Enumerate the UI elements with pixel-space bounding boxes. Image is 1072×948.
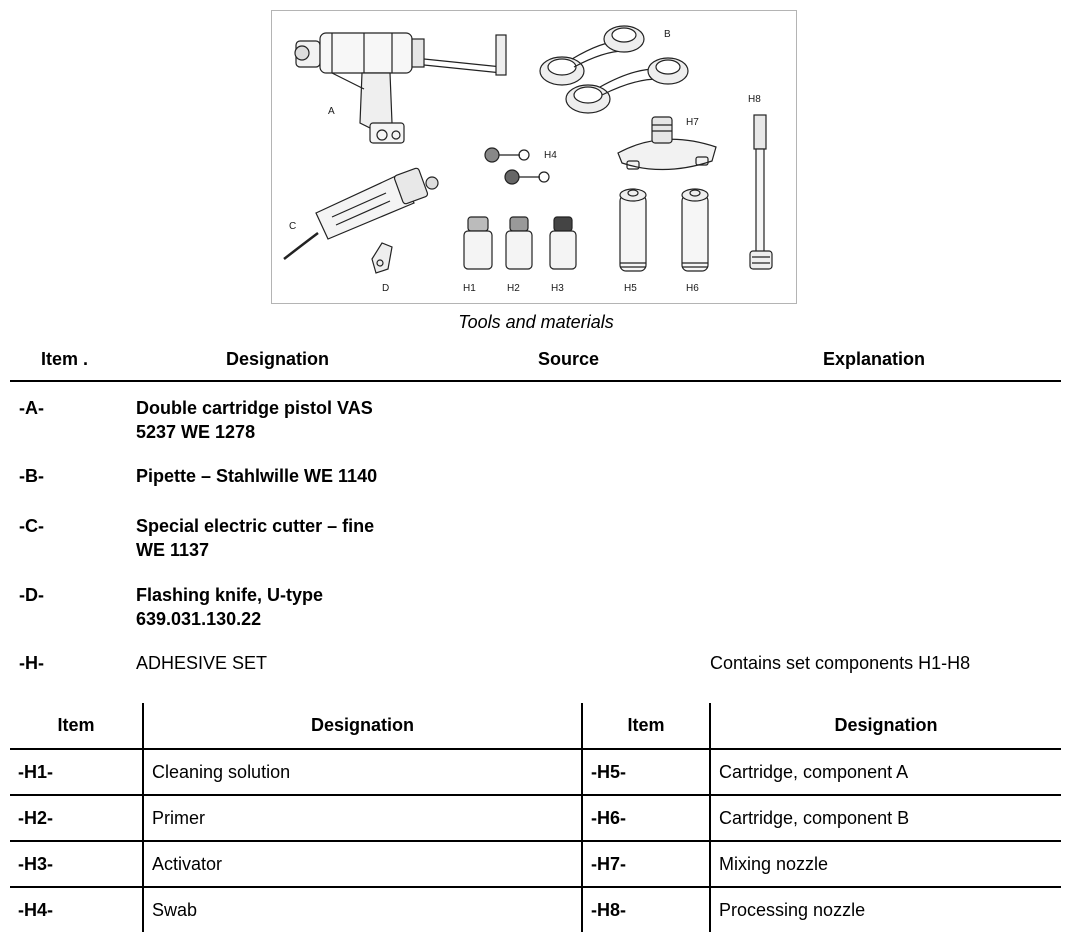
header-designation: Designation [226, 349, 330, 369]
set-desc-right: Cartridge, component A [710, 749, 1061, 795]
cartridge-h5-drawing [620, 189, 646, 271]
tools-drawing [272, 11, 798, 305]
flashing-knife-drawing [372, 243, 392, 273]
figure-label-h3: H3 [551, 283, 564, 294]
set-desc-left: Cleaning solution [143, 749, 582, 795]
set-item-right: -H7- [582, 841, 710, 887]
figure-caption: Tools and materials [458, 312, 614, 332]
figure-label-h7: H7 [686, 117, 699, 128]
set-header-designation-right: Designation [710, 703, 1061, 749]
mixing-nozzle-drawing [618, 117, 716, 170]
figure-label-h2: H2 [507, 283, 520, 294]
main-row-designation-line2: 639.031.130.22 [136, 609, 262, 629]
header-item: Item . [41, 349, 89, 369]
set-item-right: -H8- [582, 887, 710, 932]
figure-label-c: C [289, 221, 297, 232]
main-row-designation-line1: Double cartridge pistol VAS [136, 398, 373, 418]
figure-label-d: D [382, 283, 390, 294]
figure-label-h5: H5 [624, 283, 637, 294]
figure-label-h1: H1 [463, 283, 476, 294]
set-desc-right: Cartridge, component B [710, 795, 1061, 841]
main-row-item: -A- [19, 398, 44, 418]
set-desc-right: Mixing nozzle [710, 841, 1061, 887]
main-row-item: -D- [19, 585, 44, 605]
bottle-h3-drawing [550, 217, 576, 269]
table-row [10, 795, 1061, 841]
header-rule [10, 380, 1061, 382]
figure-label-h4: H4 [544, 150, 557, 161]
table-row [10, 887, 1061, 932]
set-table-header-row [10, 703, 1061, 749]
figure-label-h6: H6 [686, 283, 699, 294]
main-row-designation-line1: Pipette – Stahlwille WE 1140 [136, 466, 378, 486]
swab-drawing [485, 148, 549, 184]
set-header-designation-left: Designation [143, 703, 582, 749]
cartridge-pistol-drawing [295, 33, 506, 143]
set-header-item-left: Item [10, 703, 143, 749]
main-row-item: -H- [19, 653, 44, 673]
processing-nozzle-drawing [750, 115, 772, 269]
main-row-item: -B- [19, 466, 44, 486]
set-desc-left: Swab [143, 887, 582, 932]
main-row-item: -C- [19, 516, 44, 536]
main-row-designation-line1: ADHESIVE SET [136, 653, 268, 673]
set-item-left: -H3- [10, 841, 143, 887]
main-row-designation-line2: WE 1137 [136, 540, 210, 560]
set-desc-left: Primer [143, 795, 582, 841]
table-row [10, 749, 1061, 795]
set-item-left: -H4- [10, 887, 143, 932]
figure-label-h8: H8 [748, 94, 761, 105]
tools-illustration [271, 10, 797, 304]
main-row-designation-line1: Flashing knife, U-type [136, 585, 324, 605]
set-item-left: -H1- [10, 749, 143, 795]
set-item-right: -H5- [582, 749, 710, 795]
main-row-designation-line1: Special electric cutter – fine [136, 516, 375, 536]
main-row-explanation: Contains set components H1-H8 [710, 653, 971, 673]
table-row [10, 841, 1061, 887]
set-desc-left: Activator [143, 841, 582, 887]
electric-cutter-drawing [284, 167, 438, 259]
header-explanation: Explanation [823, 349, 926, 369]
set-desc-right: Processing nozzle [719, 899, 866, 920]
set-item-right: -H6- [582, 795, 710, 841]
bottle-h2-drawing [506, 217, 532, 269]
header-source: Source [538, 349, 600, 369]
bottle-h1-drawing [464, 217, 492, 269]
main-row-designation-line2: 5237 WE 1278 [136, 422, 256, 442]
set-header-item-right: Item [582, 703, 710, 749]
figure-label-b: B [664, 29, 671, 40]
cartridge-h6-drawing [682, 189, 708, 271]
set-item-left: -H2- [10, 795, 143, 841]
figure-label-a: A [328, 106, 335, 117]
adhesive-set-table [10, 703, 1061, 932]
